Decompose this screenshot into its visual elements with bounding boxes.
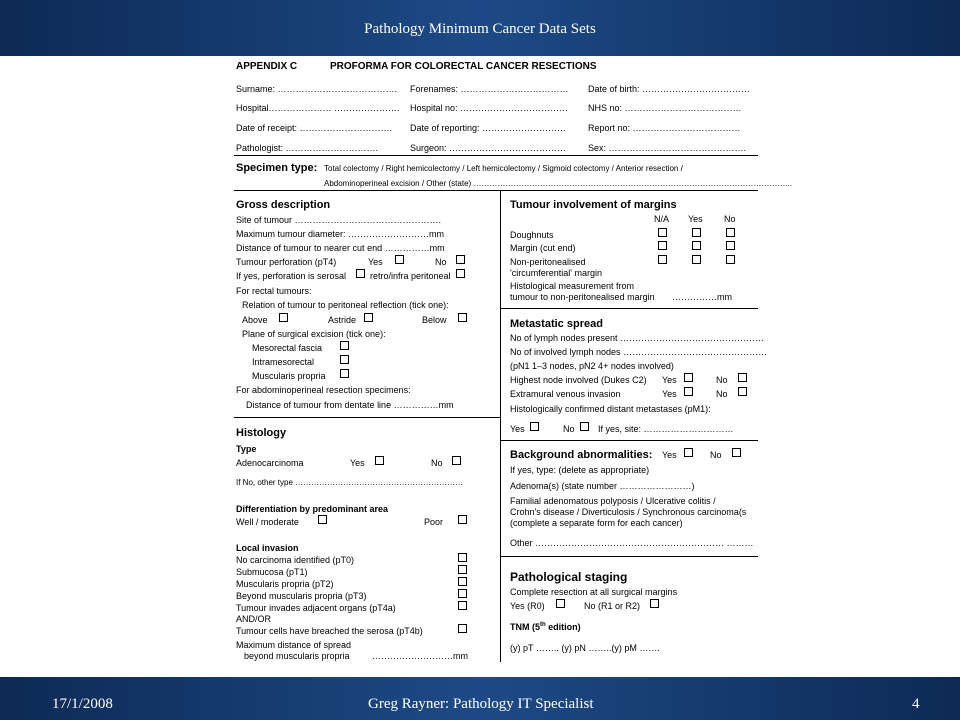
other-type: If No, other type ………………………………………………………	[236, 478, 464, 487]
divider	[234, 190, 758, 191]
divider	[500, 556, 758, 557]
cut-end-na-checkbox[interactable]	[658, 241, 667, 250]
perforation-no-checkbox[interactable]	[456, 255, 465, 264]
tnm-text: TNM (5	[510, 622, 540, 632]
r1-checkbox[interactable]	[650, 599, 659, 608]
plane-label: Plane of surgical excision (tick one):	[242, 329, 386, 339]
forenames-field: Forenames: ………………………………	[410, 84, 569, 94]
nhs-no-field: NHS no: …………………………………	[588, 103, 742, 113]
muscularis-checkbox[interactable]	[340, 369, 349, 378]
distant-mets-label: Histologically confirmed distant metastases (pM1):	[510, 404, 711, 414]
invasion-item: Tumour invades adjacent organs (pT4a)	[236, 603, 396, 613]
margins-no-header: No	[724, 214, 736, 224]
gross-heading: Gross description	[236, 199, 331, 211]
invasion-checkbox[interactable]	[458, 601, 467, 610]
tnm-edition: edition)	[545, 622, 581, 632]
hist-measure-value: ……………mm	[672, 292, 732, 302]
background-yes-label: Yes	[662, 450, 677, 460]
serosal-checkbox[interactable]	[356, 269, 365, 278]
nonperi-label: Non-peritonealised	[510, 257, 586, 267]
date-reporting-field: Date of reporting: ……………………….	[410, 123, 566, 133]
hist-measure-label-2: tumour to non-peritonealised margin	[510, 292, 655, 302]
nodes-present: No of lymph nodes present …………………………………………	[510, 333, 765, 343]
highest-yes-label: Yes	[662, 375, 677, 385]
cut-end-yes-checkbox[interactable]	[692, 241, 701, 250]
slide-title: Pathology Minimum Cancer Data Sets	[364, 21, 596, 37]
background-no-label: No	[710, 450, 722, 460]
column-divider	[500, 190, 501, 662]
tnm-label	[510, 622, 581, 632]
highest-yes-checkbox[interactable]	[684, 373, 693, 382]
well-checkbox[interactable]	[318, 515, 327, 524]
background-no-checkbox[interactable]	[732, 448, 741, 457]
pathologist-field: Pathologist: ………………………….	[236, 143, 379, 153]
distant-no-label: No	[563, 424, 575, 434]
serosa-checkbox[interactable]	[458, 624, 467, 633]
slide-footer	[0, 677, 960, 720]
site-of-tumour: Site of tumour ………………………………………….	[236, 215, 442, 225]
invasion-checkbox[interactable]	[458, 565, 467, 574]
complete-resection: Complete resection at all surgical margins	[510, 587, 678, 597]
nonperi-label-2: 'circumferential' margin	[510, 268, 602, 278]
above-label: Above	[242, 315, 268, 325]
mesorectal-label: Mesorectal fascia	[252, 343, 323, 353]
distant-site: If yes, site: …………………………	[598, 424, 734, 434]
muscularis-label: Muscularis propria	[252, 371, 326, 381]
perforation-serosal-label: If yes, perforation is serosal	[236, 271, 347, 281]
distance-cut-end: Distance of tumour to nearer cut end ……………mm	[236, 243, 445, 253]
dob-field: Date of birth: ………………………………	[588, 84, 751, 94]
perforation-yes-checkbox[interactable]	[395, 255, 404, 264]
adenoma-line: Adenoma(s) (state number ……………………)	[510, 481, 695, 491]
local-invasion-heading: Local invasion	[236, 543, 299, 553]
extramural-yes-label: Yes	[662, 389, 677, 399]
serosa-label: Tumour cells have breached the serosa (pT4b)	[236, 626, 423, 636]
invasion-checkbox[interactable]	[458, 589, 467, 598]
margins-heading: Tumour involvement of margins	[510, 199, 677, 211]
type-label: Type	[236, 444, 257, 454]
tnm-line: (y) pT …….. (y) pN ……..(y) pM …….	[510, 643, 660, 653]
hospital-no-field: Hospital no: ………………………………	[410, 103, 569, 113]
pn-note: (pN1 1–3 nodes, pN2 4+ nodes involved)	[510, 361, 674, 371]
staging-heading: Pathological staging	[510, 570, 628, 584]
footer-date: 17/1/2008	[52, 696, 113, 712]
well-label: Well / moderate	[236, 517, 299, 527]
divider	[234, 155, 758, 156]
invasion-item: Muscularis propria (pT2)	[236, 579, 334, 589]
doughnuts-yes-checkbox[interactable]	[692, 228, 701, 237]
doughnuts-no-checkbox[interactable]	[726, 228, 735, 237]
mesorectal-checkbox[interactable]	[340, 341, 349, 350]
hist-measure-label: Histological measurement from	[510, 281, 635, 291]
retro-label: retro/infra peritoneal	[370, 271, 451, 281]
familial-line-2: Crohn's disease / Diverticulosis / Synchronous carcinoma(s	[510, 507, 747, 517]
margins-yes-header: Yes	[688, 214, 703, 224]
tnm-superscript: th	[540, 622, 546, 628]
r1-label: No (R1 or R2)	[584, 601, 641, 611]
invasion-item: Submucosa (pT1)	[236, 567, 308, 577]
above-checkbox[interactable]	[279, 313, 288, 322]
perforation-label: Tumour perforation (pT4)	[236, 257, 337, 267]
cut-end-no-checkbox[interactable]	[726, 241, 735, 250]
rectal-label: For rectal tumours:	[236, 286, 312, 296]
divider	[500, 308, 758, 309]
adeno-no-checkbox[interactable]	[452, 456, 461, 465]
extramural-label: Extramural venous invasion	[510, 389, 621, 399]
appendix-label: APPENDIX C	[236, 61, 298, 72]
histology-heading: Histology	[236, 427, 287, 439]
invasion-item: No carcinoma identified (pT0)	[236, 555, 355, 565]
invasion-item: Beyond muscularis propria (pT3)	[236, 591, 367, 601]
form-title: PROFORMA FOR COLORECTAL CANCER RESECTIONS	[330, 61, 597, 72]
background-heading: Background abnormalities:	[510, 449, 653, 461]
highest-no-label: No	[716, 375, 728, 385]
sex-field: Sex: ……………………………………….	[588, 143, 747, 153]
nonperi-yes-checkbox[interactable]	[692, 255, 701, 264]
metastatic-heading: Metastatic spread	[510, 318, 603, 330]
familial-line-1: Familial adenomatous polyposis / Ulcerative colitis /	[510, 496, 716, 506]
footer-page-number: 4	[912, 696, 920, 712]
specimen-line-1: Total colectomy / Right hemicolectomy / Left hemicolectomy / Sigmoid colectomy / Anterior resection /	[324, 164, 683, 173]
cut-end-label: Margin (cut end)	[510, 243, 576, 253]
adeno-no-label: No	[431, 458, 443, 468]
doughnuts-na-checkbox[interactable]	[658, 228, 667, 237]
invasion-checkbox[interactable]	[458, 577, 467, 586]
doughnuts-label: Doughnuts	[510, 230, 554, 240]
max-spread-label: Maximum distance of spread	[236, 640, 352, 650]
background-other: Other ……………………………………………………… ………	[510, 538, 754, 548]
adeno-label: Adenocarcinoma	[236, 458, 304, 468]
below-label: Below	[422, 315, 447, 325]
poor-checkbox[interactable]	[458, 515, 467, 524]
intramesorectal-label: Intramesorectal	[252, 357, 315, 367]
apr-label: For abdominoperineal resection specimens:	[236, 385, 411, 395]
max-spread-value: ………………………mm	[372, 651, 468, 661]
retro-checkbox[interactable]	[456, 269, 465, 278]
extramural-no-label: No	[716, 389, 728, 399]
nonperi-na-checkbox[interactable]	[658, 255, 667, 264]
specimen-line-2: Abdominoperineal excision / Other (state) ………………………………………………………………………………………………………...	[324, 179, 793, 188]
perforation-yes-label: Yes	[368, 257, 383, 267]
surgeon-field: Surgeon: …………………………………	[410, 143, 567, 153]
r0-checkbox[interactable]	[556, 599, 565, 608]
date-receipt-field: Date of receipt: ………………………….	[236, 123, 393, 133]
nonperi-no-checkbox[interactable]	[726, 255, 735, 264]
astride-label: Astride	[328, 315, 357, 325]
report-no-field: Report no: ………………………………	[588, 123, 741, 133]
distant-yes-checkbox[interactable]	[530, 422, 539, 431]
adeno-yes-label: Yes	[350, 458, 365, 468]
divider	[234, 417, 500, 418]
r0-label: Yes (R0)	[510, 601, 545, 611]
distant-no-checkbox[interactable]	[580, 422, 589, 431]
slide-header	[0, 0, 960, 56]
proforma-document	[230, 58, 793, 668]
hospital-field: Hospital………………… ………………….	[236, 103, 400, 113]
dentate-distance: Distance of tumour from dentate line ……………mm	[246, 400, 454, 410]
and-or-label: AND/OR	[236, 614, 272, 624]
perforation-no-label: No	[435, 257, 447, 267]
relation-label: Relation of tumour to peritoneal reflection (tick one):	[242, 300, 449, 310]
intramesorectal-checkbox[interactable]	[340, 355, 349, 364]
extramural-no-checkbox[interactable]	[738, 387, 747, 396]
surname-field: Surname: ………………………………….	[236, 84, 398, 94]
background-type: If yes, type: (delete as appropriate)	[510, 465, 650, 475]
below-checkbox[interactable]	[458, 313, 467, 322]
diff-heading: Differentiation by predominant area	[236, 504, 389, 514]
max-spread-label-2: beyond muscularis propria	[244, 651, 350, 661]
extramural-yes-checkbox[interactable]	[684, 387, 693, 396]
background-yes-checkbox[interactable]	[684, 448, 693, 457]
footer-author: Greg Rayner: Pathology IT Specialist	[368, 696, 594, 712]
max-diameter: Maximum tumour diameter: ………………………mm	[236, 229, 445, 239]
highest-no-checkbox[interactable]	[738, 373, 747, 382]
familial-line-3: (complete a separate form for each cancer)	[510, 518, 683, 528]
invasion-checkbox[interactable]	[458, 553, 467, 562]
margins-na-header: N/A	[654, 214, 670, 224]
adeno-yes-checkbox[interactable]	[375, 456, 384, 465]
nodes-involved: No of involved lymph nodes …………………………………………	[510, 347, 768, 357]
poor-label: Poor	[424, 517, 444, 527]
divider	[500, 440, 758, 441]
highest-node-label: Highest node involved (Dukes C2)	[510, 375, 647, 385]
specimen-type-label: Specimen type:	[236, 162, 318, 174]
astride-checkbox[interactable]	[364, 313, 373, 322]
distant-yes-label: Yes	[510, 424, 525, 434]
